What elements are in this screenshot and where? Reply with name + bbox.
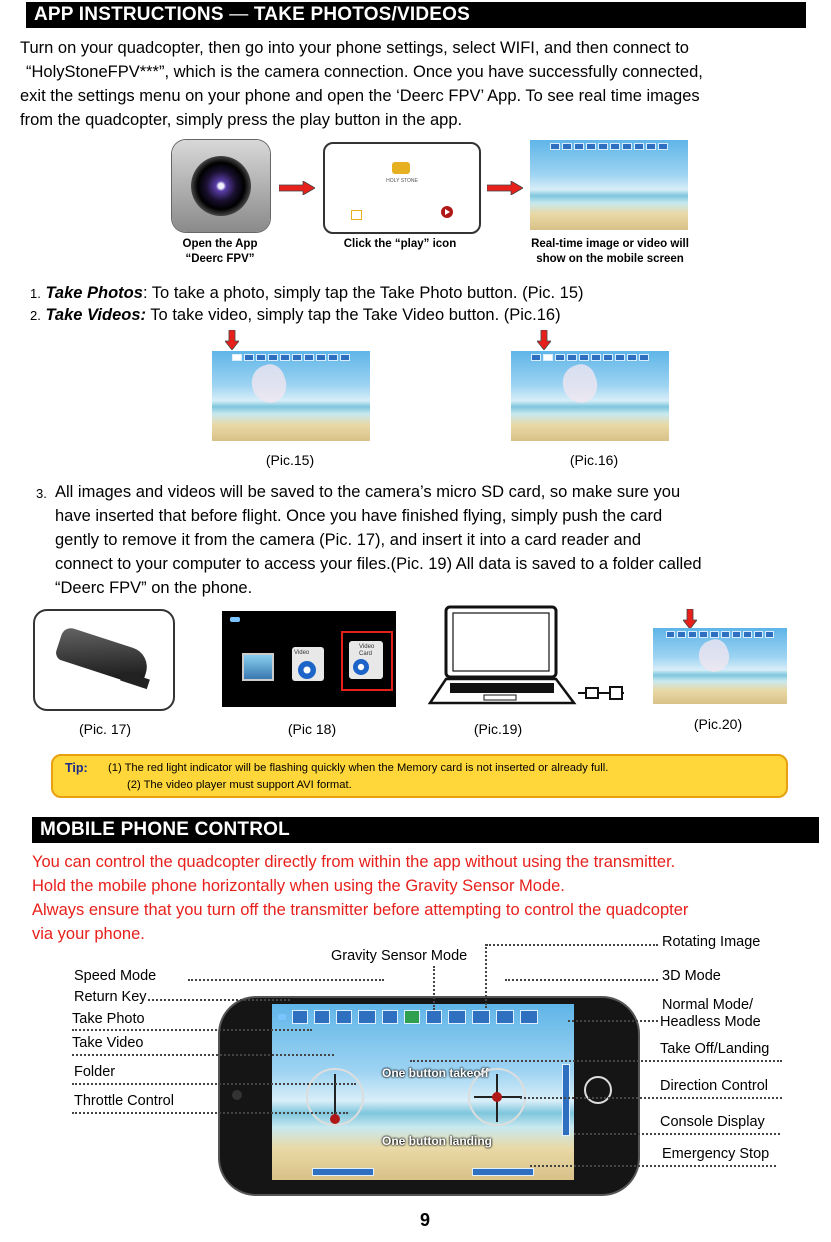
intro-line-3: exit the settings menu on your phone and open the ‘Deerc FPV’ App. To see real time images [20, 87, 700, 105]
tip-line-1: (1) The red light indicator will be flashing quickly when the Memory card is not inserted or already full. [108, 762, 609, 774]
intro-line-1: Turn on your quadcopter, then go into your phone settings, select WIFI, and then connect to [20, 39, 689, 57]
folder-icon[interactable] [336, 1010, 352, 1024]
gravity-sensor-icon[interactable] [382, 1010, 398, 1024]
pic16-screen-image [511, 351, 669, 441]
arrow-right-icon-2 [487, 181, 523, 195]
emergency-stop-icon[interactable] [520, 1010, 538, 1024]
throttle-joystick[interactable] [306, 1068, 364, 1126]
hand-tap-icon [558, 360, 603, 407]
label-take-photo: Take Photo [72, 1011, 145, 1027]
label-console-display: Console Display [660, 1114, 765, 1130]
pic15-screen-image [212, 351, 370, 441]
pic20-screen-image [653, 628, 787, 704]
intro-line-2: “HolyStoneFPV***”, which is the camera connection. Once you have successfully connected, [26, 63, 703, 81]
header-main: APP INSTRUCTIONS [34, 4, 224, 25]
page-number: 9 [419, 1210, 430, 1230]
play-button-icon[interactable] [441, 206, 453, 218]
brand-logo-icon [392, 162, 410, 174]
hand-tap-icon [247, 360, 292, 407]
phone-screen [272, 1004, 574, 1180]
caption-pic19: (Pic.19) [473, 721, 523, 737]
trim-slider-bottom-right[interactable] [472, 1168, 534, 1176]
caption-pic16: (Pic.16) [569, 452, 619, 468]
list-item-take-videos: 2. Take Videos: To take video, simply tap the Take Video button. (Pic.16) [30, 306, 561, 324]
back-key-icon [230, 617, 240, 622]
direction-joystick[interactable] [468, 1068, 526, 1126]
console-display-icon[interactable] [426, 1010, 442, 1024]
list-item-take-photos: 1. Take Photos: To take a photo, simply tap the Take Photo button. (Pic. 15) [30, 284, 584, 302]
tip-label: Tip: [65, 761, 88, 775]
camera-lens-icon [191, 156, 251, 216]
photo-folder-icon [242, 653, 274, 681]
label-3d-mode: 3D Mode [662, 968, 721, 984]
section-header-app-instructions [26, 2, 806, 28]
trim-slider-right[interactable] [562, 1064, 570, 1136]
app-icon-image [172, 140, 270, 232]
label-rotating-image: Rotating Image [662, 934, 761, 950]
label-emergency-stop: Emergency Stop [662, 1146, 770, 1162]
take-video-icon[interactable] [314, 1010, 330, 1024]
red-arrow-down-icon-pic20 [683, 609, 697, 629]
label-take-video: Take Video [72, 1035, 144, 1051]
takeoff-landing-icon[interactable] [404, 1010, 420, 1024]
warning-line-1: You can control the quadcopter directly from within the app without using the transmitter. [32, 853, 676, 871]
hand-tap-icon [694, 636, 733, 676]
caption-pic20: (Pic.20) [693, 716, 743, 732]
caption-open-app: Open the App “Deerc FPV” [182, 238, 258, 265]
section-header-mobile-control: MOBILE PHONE CONTROL [32, 817, 819, 843]
label-takeoff-landing: Take Off/Landing [660, 1041, 770, 1057]
help-icon [351, 210, 362, 220]
takeoff-button[interactable]: One button takeoff [382, 1066, 489, 1080]
tip-line-2: (2) The video player must support AVI format. [127, 779, 352, 791]
app-launch-screen [323, 142, 481, 234]
label-headless-mode: Headless Mode [660, 1014, 761, 1030]
caption-click-play: Click the “play” icon [343, 238, 457, 250]
warning-line-3: Always ensure that you turn off the transmitter before attempting to control the quadcopter [32, 901, 689, 919]
intro-line-4: from the quadcopter, simply press the play button in the app. [20, 111, 463, 129]
video-card-folder-selected[interactable]: Video Card [341, 631, 393, 691]
header-sub: TAKE PHOTOS/VIDEOS [253, 4, 471, 25]
tip-box [51, 754, 788, 798]
caption-pic18: (Pic 18) [287, 721, 337, 737]
normal-headless-icon[interactable] [448, 1010, 466, 1024]
pic19-laptop-image [428, 605, 628, 715]
arrow-right-icon-1 [279, 181, 315, 195]
caption-realtime: Real-time image or video will show on the mobile screen [531, 238, 689, 265]
item3-line-2: have inserted that before flight. Once you have finished flying, simply push the card [55, 507, 663, 525]
rotating-image-icon[interactable] [472, 1010, 490, 1024]
speed-mode-icon[interactable] [358, 1010, 376, 1024]
red-arrow-down-icon-pic15 [225, 330, 239, 350]
3d-mode-icon[interactable] [496, 1010, 514, 1024]
caption-pic17: (Pic. 17) [78, 721, 132, 737]
header-separator: — [229, 4, 249, 25]
label-direction-control: Direction Control [660, 1078, 768, 1094]
phone-camera-icon [232, 1090, 242, 1100]
label-speed-mode: Speed Mode [74, 968, 157, 984]
take-photo-icon[interactable] [292, 1010, 308, 1024]
item3-number: 3. [36, 486, 47, 501]
item3-line-1: All images and videos will be saved to the camera’s micro SD card, so make sure you [55, 483, 681, 501]
item3-line-5: “Deerc FPV” on the phone. [55, 579, 253, 597]
label-gravity-sensor: Gravity Sensor Mode [331, 948, 468, 964]
label-folder: Folder [74, 1064, 116, 1080]
phone-home-button[interactable] [584, 1076, 612, 1104]
return-key-icon[interactable] [278, 1014, 286, 1020]
realtime-screen-image [530, 140, 688, 230]
pic18-folder-screen-image [222, 611, 396, 707]
label-return-key: Return Key [74, 989, 147, 1005]
red-arrow-down-icon-pic16 [537, 330, 551, 350]
item3-line-4: connect to your computer to access your files.(Pic. 19) All data is saved to a folder called [55, 555, 702, 573]
landing-button[interactable]: One button landing [382, 1134, 492, 1148]
video-folder-icon: Video [292, 647, 324, 681]
label-normal-mode: Normal Mode/ [662, 997, 754, 1013]
label-throttle-control: Throttle Control [74, 1093, 174, 1109]
trim-slider-bottom-left[interactable] [312, 1168, 374, 1176]
pic17-card-reader-image [33, 609, 175, 711]
warning-line-2: Hold the mobile phone horizontally when using the Gravity Sensor Mode. [32, 877, 565, 895]
caption-pic15: (Pic.15) [265, 452, 315, 468]
brand-name-text: HOLY STONE [386, 178, 418, 184]
warning-line-4: via your phone. [32, 925, 145, 943]
item3-line-3: gently to remove it from the camera (Pic. 17), and insert it into a card reader and [55, 531, 642, 549]
phone-icon-bar [278, 1010, 570, 1024]
